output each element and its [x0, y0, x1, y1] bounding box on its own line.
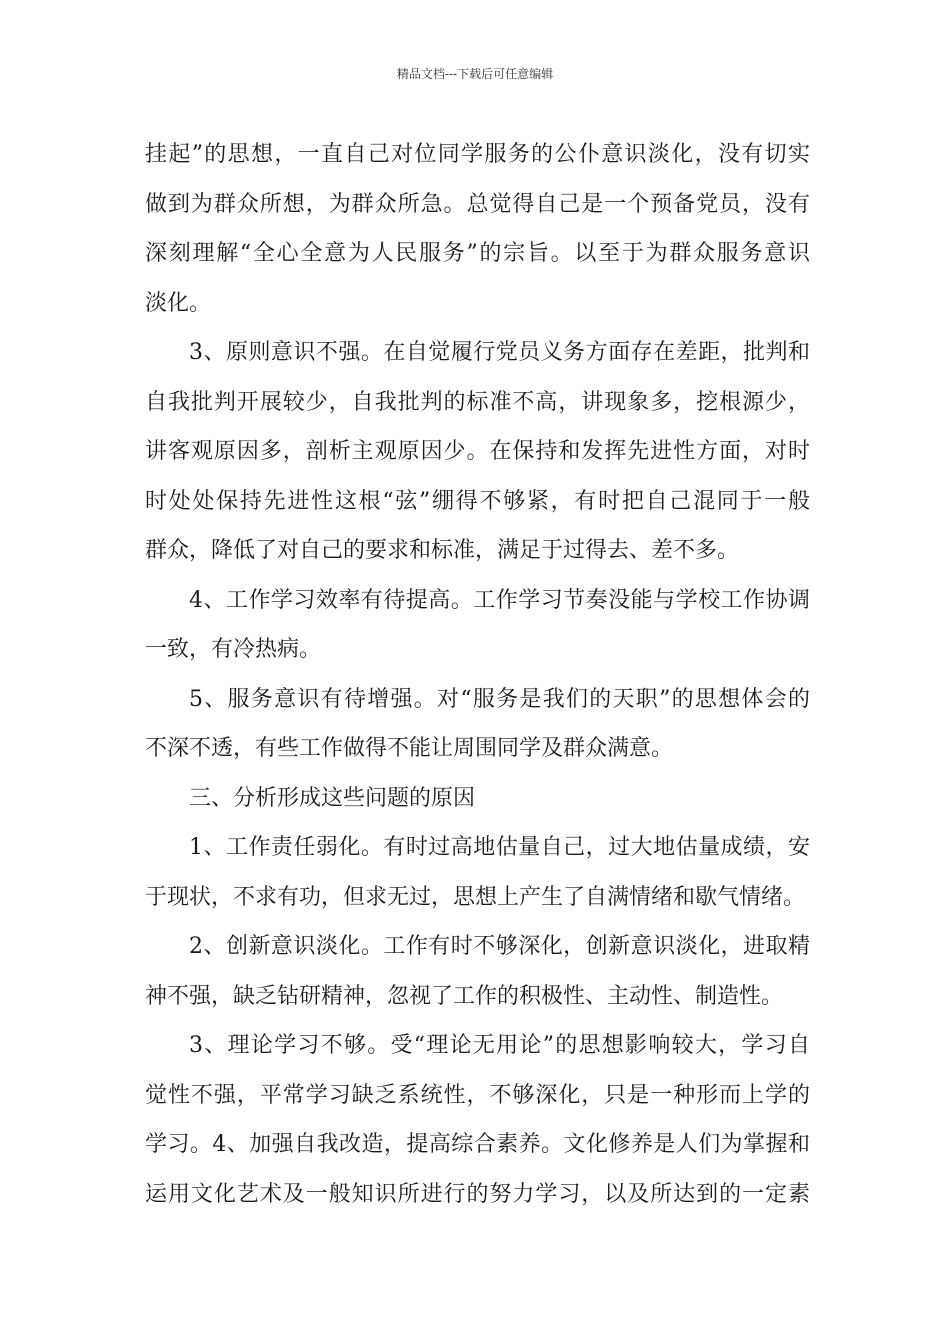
paragraph-line: 4、工作学习效率有待提高。工作学习节奏没能与学校工作协调 [189, 587, 810, 613]
paragraph-line: 做到为群众所想，为群众所急。总觉得自己是一个预备党员，没有 [145, 191, 810, 217]
paragraph-line: 神不强，缺乏钻研精神，忽视了工作的积极性、主动性、制造性。 [145, 983, 784, 1009]
paragraph-line: 觉性不强，平常学习缺乏系统性，不够深化，只是一种形而上学的 [145, 1082, 810, 1108]
paragraph-line: 运用文化艺术及一般知识所进行的努力学习，以及所达到的一定素 [145, 1181, 810, 1207]
paragraph-line: 不深不透，有些工作做得不能让周围同学及群众满意。 [145, 736, 674, 761]
paragraph-line: 群众，降低了对自己的要求和标准，满足于过得去、差不多。 [145, 538, 740, 563]
paragraph-line: 学习。4、加强自我改造，提高综合素养。文化修养是人们为掌握和 [145, 1132, 810, 1157]
paragraph-line: 讲客观原因多，剖析主观原因少。在保持和发挥先进性方面，对时 [145, 439, 810, 464]
paragraph-line: 3、原则意识不强。在自觉履行党员义务方面存在差距，批判和 [189, 340, 810, 365]
paragraph [145, 922, 810, 1021]
paragraph-line: 三、分析形成这些问题的原因 [189, 785, 476, 811]
paragraph-line: 3、理论学习不够。受“理论无用论”的思想影响较大，学习自 [189, 1033, 810, 1058]
paragraph [145, 675, 810, 774]
paragraph [145, 576, 810, 675]
paragraph-line: 一致，有冷热病。 [145, 637, 322, 662]
paragraph-line: 自我批判开展较少，自我批判的标准不高，讲现象多，挖根源少， [145, 389, 810, 415]
paragraph-line: 挂起”的思想，一直自己对位同学服务的公仆意识淡化，没有切实 [145, 142, 810, 167]
paragraph [145, 774, 810, 824]
paragraph-line: 5、服务意识有待增强。对“服务是我们的天职”的思想体会的 [189, 686, 810, 712]
page-header: 精品文档---下载后可任意编辑 [396, 67, 554, 81]
paragraph [145, 1021, 810, 1219]
paragraph-line: 于现状，不求有功，但求无过，思想上产生了自满情绪和歇气情绪。 [145, 884, 806, 910]
paragraph-line: 淡化。 [145, 290, 212, 316]
paragraph [145, 328, 810, 576]
paragraph-line: 时处处保持先进性这根“弦”绷得不够紧，有时把自己混同于一般 [145, 488, 810, 514]
paragraph-line: 1、工作责任弱化。有时过高地估量自己，过大地估量成绩，安 [189, 835, 810, 860]
document-body [145, 130, 810, 1219]
paragraph [145, 130, 810, 328]
paragraph [145, 823, 810, 922]
paragraph-line: 深刻理解“全心全意为人民服务”的宗旨。以至于为群众服务意识 [145, 241, 810, 266]
paragraph-line: 2、创新意识淡化。工作有时不够深化，创新意识淡化，进取精 [189, 934, 810, 959]
